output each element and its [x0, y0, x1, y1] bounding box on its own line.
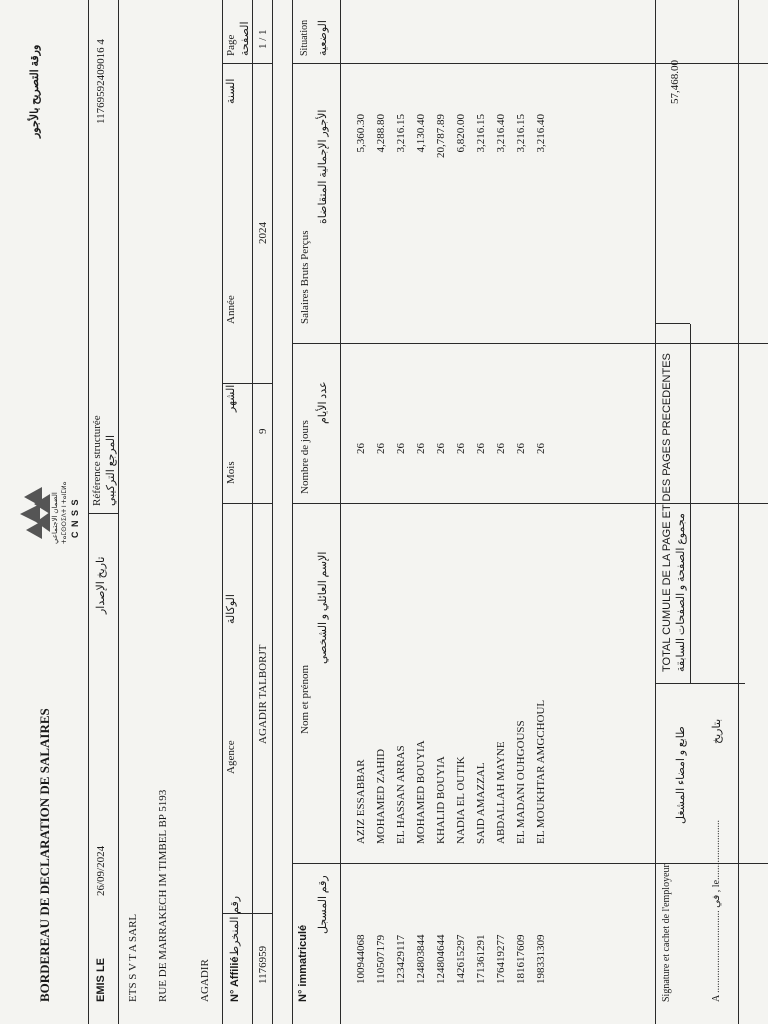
row-salaire: 3,216.15 [515, 114, 527, 153]
reference-label-ar: المرجع التركيبي [105, 434, 117, 506]
col-jours-ar: عدد الأيام [317, 381, 329, 424]
emis-label: EMIS LE [95, 957, 107, 1002]
annee-value: 2024 [257, 222, 269, 244]
col-agence: Agence [225, 740, 237, 774]
logo-text-tifinagh: ⵜⴰⵎⵙⵔⵉⴷⵜ ⵏ ⵜⴰⵏⵎⵍⴰ [62, 481, 68, 544]
row-nom: MOHAMED BOUYIA [415, 740, 427, 844]
col-situation-ar: الوضعية [317, 20, 329, 56]
row-salaire: 3,216.40 [535, 114, 547, 153]
row-jours: 26 [515, 443, 527, 454]
row-salaire: 3,216.40 [495, 114, 507, 153]
signature-label: Signature et cachet de l'employeur [661, 864, 672, 1002]
col-annee-ar: السنة [225, 78, 237, 104]
row-nom: MOHAMED ZAHID [375, 748, 387, 844]
table-row [356, 0, 376, 1024]
logo-acronym: C N S S [70, 498, 80, 538]
col-salaire: Salaires Bruts Perçus [299, 230, 311, 324]
row-immat: 171361291 [475, 934, 487, 984]
row-salaire: 4,288.80 [375, 114, 387, 153]
logo-text-ar: الضمان الاجتماعي [51, 492, 59, 544]
row-immat: 123429117 [395, 934, 407, 984]
place-date-line: A ................................. في , le........................ [711, 819, 722, 1002]
page-value: 1 / 1 [257, 29, 269, 49]
col-annee: Année [225, 295, 237, 324]
reference-value: 11769592409016 4 [95, 39, 107, 124]
emis-date: 26/09/2024 [95, 845, 107, 896]
row-salaire: 6,820.00 [455, 114, 467, 153]
row-nom: EL MADANI OUHGOUSS [515, 720, 527, 844]
row-nom: NADIA EL OUTIK [455, 756, 467, 844]
row-immat: 110507179 [375, 934, 387, 984]
row-jours: 26 [415, 443, 427, 454]
row-nom: SAID AMAZZAL [475, 762, 487, 844]
row-jours: 26 [355, 443, 367, 454]
row-immat: 176419277 [495, 934, 507, 984]
table-row [416, 0, 436, 1024]
row-nom: KHALID BOUYIA [435, 756, 447, 844]
col-mois: Mois [225, 461, 237, 484]
row-immat: 100944068 [355, 934, 367, 984]
col-mois-ar: الشهر [225, 384, 237, 412]
company-name: ETS S V T A SARL [127, 913, 139, 1002]
row-nom: EL MOUKHTAR AMGCHOUL [535, 699, 547, 844]
col-situation: Situation [299, 19, 310, 56]
row-salaire: 4,130.40 [415, 114, 427, 153]
employee-table-body [356, 0, 566, 1024]
row-jours: 26 [395, 443, 407, 454]
place-date-line-ar: بتاريخ [711, 718, 723, 744]
mois-value: 9 [257, 428, 269, 434]
col-immat-ar: رقم المسجل [317, 875, 329, 934]
row-jours: 26 [475, 443, 487, 454]
table-row [476, 0, 496, 1024]
row-immat: 124803844 [415, 934, 427, 984]
document-title: BORDEREAU DE DECLARATION DE SALAIRES [37, 708, 52, 1002]
row-jours: 26 [435, 443, 447, 454]
signature-label-ar: طابع و امضاء المشغل [675, 726, 687, 824]
total-label-ar: مجموع الصفحة و الصفحات السابقة [675, 513, 687, 672]
agence-value: AGADIR TALBORJT [257, 644, 269, 744]
table-row [516, 0, 536, 1024]
row-nom: EL HASSAN ARRAS [395, 745, 407, 844]
row-nom: AZIZ ESSABBAR [355, 759, 367, 844]
row-immat: 142615297 [455, 934, 467, 984]
table-row [396, 0, 416, 1024]
document-title-ar: ورقة التصريح بالأجور [29, 44, 41, 138]
total-label: TOTAL CUMULE DE LA PAGE ET DES PAGES PRECEDENTES [661, 353, 673, 672]
row-jours: 26 [495, 443, 507, 454]
col-nom-ar: الإسم العائلي و الشخصي [317, 551, 329, 664]
row-salaire: 3,216.15 [395, 114, 407, 153]
row-jours: 26 [535, 443, 547, 454]
col-page-ar: الصفحة [239, 21, 251, 56]
cnss-logo [12, 464, 84, 544]
row-salaire: 5,360.30 [355, 114, 367, 153]
emis-label-ar: تاريخ الإصدار [95, 556, 107, 614]
row-nom: ABDALLAH MAYNE [495, 741, 507, 844]
table-row [536, 0, 556, 1024]
cnss-logo-icon [12, 474, 52, 544]
col-immat: N° immatriculé [297, 924, 309, 1002]
affilie-value: 1176959 [257, 945, 269, 984]
col-jours: Nombre de jours [299, 420, 311, 494]
row-jours: 26 [375, 443, 387, 454]
col-salaire-ar: الأجور الإجمالية المتقاضاة [317, 109, 329, 224]
row-salaire: 3,216.15 [475, 114, 487, 153]
row-immat: 124804644 [435, 934, 447, 984]
row-jours: 26 [455, 443, 467, 454]
table-row [456, 0, 476, 1024]
col-nom: Nom et prénom [299, 664, 311, 734]
row-salaire: 20,787.89 [435, 114, 447, 158]
row-immat: 181617609 [515, 934, 527, 984]
table-row [436, 0, 456, 1024]
row-immat: 198331309 [535, 934, 547, 984]
company-city: AGADIR [199, 959, 211, 1002]
table-row [496, 0, 516, 1024]
col-affilie-ar: رقم المنخرط [229, 895, 241, 956]
col-page: Page [225, 34, 237, 56]
col-affilie: N° Affilié [229, 956, 241, 1002]
company-address: RUE DE MARRAKECH IM TIMBEL BP 5193 [157, 789, 169, 1002]
col-agence-ar: الوكالة [225, 594, 237, 624]
table-row [376, 0, 396, 1024]
reference-label: Référence structurée [91, 415, 103, 506]
total-value: 57,468.00 [669, 60, 681, 104]
